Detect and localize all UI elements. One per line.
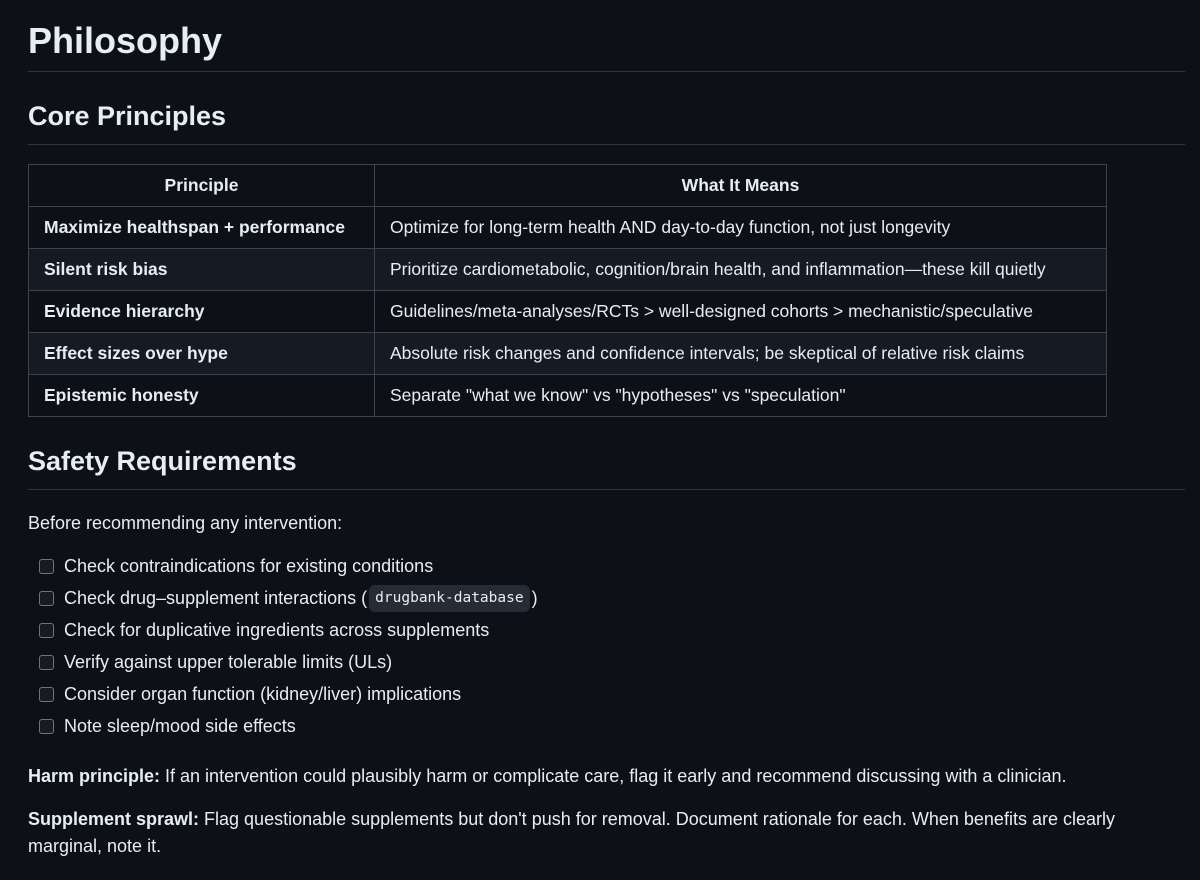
task-list-item xyxy=(39,711,1185,743)
principle-cell: Epistemic honesty xyxy=(29,374,375,416)
task-list-item xyxy=(39,583,1185,615)
principle-cell: Effect sizes over hype xyxy=(29,332,375,374)
supplement-sprawl-paragraph xyxy=(28,806,1185,862)
column-header-principle: Principle xyxy=(29,164,375,206)
task-list-item xyxy=(39,615,1185,647)
principle-cell: Evidence hierarchy xyxy=(29,290,375,332)
table-row xyxy=(29,248,1107,290)
inline-code: drugbank-database xyxy=(369,585,529,613)
task-checkbox[interactable] xyxy=(39,687,54,702)
task-checkbox[interactable] xyxy=(39,591,54,606)
safety-requirements-heading: Safety Requirements xyxy=(28,445,1185,490)
column-header-meaning: What It Means xyxy=(375,164,1107,206)
principle-cell: Maximize healthspan + performance xyxy=(29,206,375,248)
task-text-suffix: ) xyxy=(531,588,538,608)
table-row xyxy=(29,290,1107,332)
table-header-row xyxy=(29,164,1107,206)
supplement-sprawl-text: Flag questionable supplements but don't push for removal. Document rationale for each. When benefits are clearly marginal, note it. xyxy=(28,808,1115,857)
harm-principle-paragraph xyxy=(28,763,1185,790)
meaning-cell: Separate "what we know" vs "hypotheses" vs "speculation" xyxy=(375,374,1107,416)
table-row xyxy=(29,332,1107,374)
core-principles-table xyxy=(28,164,1107,417)
harm-principle-text: If an intervention could plausibly harm or complicate care, flag it early and recommend discussing with a clinician. xyxy=(160,765,1067,786)
meaning-cell: Guidelines/meta-analyses/RCTs > well-designed cohorts > mechanistic/speculative xyxy=(375,290,1107,332)
meaning-cell: Absolute risk changes and confidence intervals; be skeptical of relative risk claims xyxy=(375,332,1107,374)
meaning-cell: Prioritize cardiometabolic, cognition/brain health, and inflammation—these kill quietly xyxy=(375,248,1107,290)
task-checkbox[interactable] xyxy=(39,559,54,574)
harm-principle-label: Harm principle: xyxy=(28,765,161,786)
task-list-item xyxy=(39,647,1185,679)
task-text: Note sleep/mood side effects xyxy=(64,716,296,736)
page-title: Philosophy xyxy=(28,0,1185,72)
task-text: Check for duplicative ingredients across supplements xyxy=(64,620,490,640)
table-row xyxy=(29,374,1107,416)
task-text: Check contraindications for existing conditions xyxy=(64,556,434,576)
task-text: Verify against upper tolerable limits (ULs) xyxy=(64,652,393,672)
markdown-document xyxy=(28,0,1185,861)
meaning-cell: Optimize for long-term health AND day-to-day function, not just longevity xyxy=(375,206,1107,248)
task-list-item xyxy=(39,551,1185,583)
core-principles-heading: Core Principles xyxy=(28,100,1185,145)
task-list-item xyxy=(39,679,1185,711)
table-row xyxy=(29,206,1107,248)
task-checkbox[interactable] xyxy=(39,623,54,638)
task-checkbox[interactable] xyxy=(39,719,54,734)
task-text: Check drug–supplement interactions ( xyxy=(64,588,368,608)
safety-intro-text: Before recommending any intervention: xyxy=(28,512,343,533)
supplement-sprawl-label: Supplement sprawl: xyxy=(28,808,200,829)
task-checkbox[interactable] xyxy=(39,655,54,670)
principle-cell: Silent risk bias xyxy=(29,248,375,290)
safety-task-list xyxy=(28,551,1185,743)
task-text: Consider organ function (kidney/liver) implications xyxy=(64,684,462,704)
